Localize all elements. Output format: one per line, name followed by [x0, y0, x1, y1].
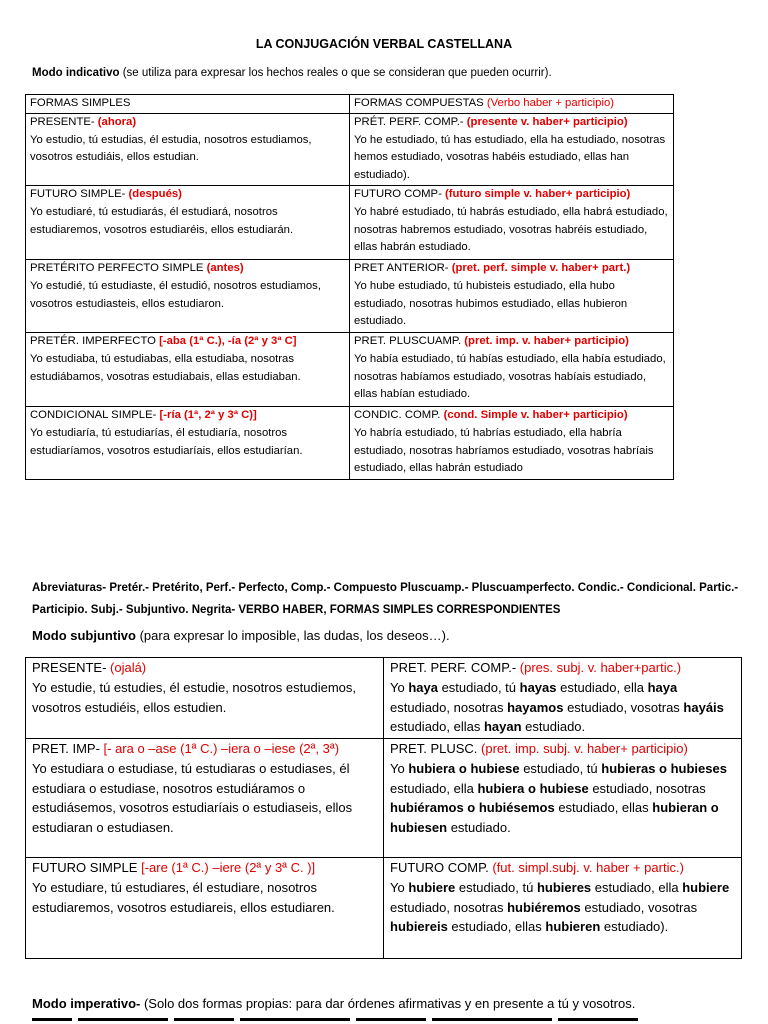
tense-name: CONDIC. COMP. [354, 408, 444, 421]
tense-name: FUTURO SIMPLE- [30, 187, 129, 200]
indicativo-intro [32, 67, 552, 79]
haber-form: hubiere [682, 879, 730, 895]
imperativo-intro [32, 996, 768, 1011]
tense-name: PRET. IMP- [32, 741, 104, 756]
conjugation-text: Yo [390, 679, 409, 695]
compound-form-cell [384, 739, 742, 858]
conjugation-text: Yo habría estudiado, tú habrías estudiado, ella habría estudiado, nosotras habríamos estudiado, vosotras habríais estudiado, ellas habrán estudiado [354, 426, 654, 475]
tense-name: FUTURO COMP- [354, 187, 445, 200]
indicativo-label: Modo indicativo [32, 67, 120, 79]
cut-off-text-line [32, 1018, 752, 1024]
haber-form: hubieren [545, 919, 601, 935]
haber-form: hubiereis [390, 919, 448, 935]
conjugation-text: Yo estudiaré, tú estudiarás, él estudiará, nosotros estudiaremos, vosotros estudiaréis, ellos estudiarán. [30, 205, 294, 236]
tense-note: (futuro simple v. haber+ participio) [445, 187, 631, 200]
header-formas-simples [26, 95, 350, 114]
conjugation-text: Yo hube estudiado, tú hubisteis estudiado, ella hubo estudiado, nosotras hubimos estudiado, ellas hubieron estudiado. [354, 279, 628, 328]
conjugation-text: estudiado, ella [390, 780, 478, 796]
imperativo-desc: (Solo dos formas propias: para dar órdenes afirmativas y en presente a tú y vosotros. [140, 996, 636, 1011]
conjugation-text: estudiado, tú [519, 760, 602, 776]
compound-form-cell [350, 332, 674, 406]
conjugation-text: estudiado, tú [437, 679, 520, 695]
tense-note: (pret. perf. simple v. haber+ part.) [451, 261, 631, 274]
tense-note: (ahora) [97, 115, 137, 128]
conjugation-text: estudiado, vosotras [563, 699, 684, 715]
header-compuesta-label: FORMAS COMPUESTAS [354, 97, 487, 109]
conjugation-text: estudiado, ella [556, 679, 648, 695]
haber-form: hubieras o hubieses [601, 760, 727, 776]
tense-note: (pret. imp. subj. v. haber+ participio) [481, 741, 688, 756]
simple-form-cell [26, 185, 350, 259]
abbreviations-note: Abreviaturas- Pretér.- Pretérito, Perf.- Perfecto, Comp.- Compuesto Pluscuamp.- Pluscuamperfecto. Condic.- Condicional. Partic.- Participio. Subj.- Subjuntivo. Negrita- VERBO HABER, FORMAS SIMPLES CORRESPONDIENTES [32, 582, 739, 616]
haber-form: hubiéremos [507, 899, 581, 915]
conjugation-text: Yo estudie, tú estudies, él estudie, nosotros estudiemos, vosotros estudiéis, ellos estudien. [32, 679, 356, 715]
conjugation-text: estudiado, nosotras [390, 899, 508, 915]
conjugation-text: estudiado. [521, 719, 586, 735]
simple-form-cell [26, 858, 384, 959]
compound-form-cell [350, 185, 674, 259]
conjugation-text: estudiado, tú [455, 879, 537, 895]
tense-name: PRET. PLUSC. [390, 741, 482, 756]
haber-form: hubiera o hubiese [477, 780, 589, 796]
tense-note: (antes) [206, 261, 244, 274]
tense-name: PRESENTE- [30, 115, 98, 128]
compound-form-cell [350, 406, 674, 479]
subjuntivo-row [26, 858, 742, 959]
header-formas-compuestas [350, 95, 674, 114]
haber-form: hubiere [408, 879, 456, 895]
compound-form-cell [350, 113, 674, 185]
subjuntivo-row [26, 658, 742, 739]
conjugation-text: Yo estudiara o estudiase, tú estudiaras o estudiases, él estudiara o estudiase, nosotros estudiáramos o estudiásemos, vosotros estudiaríais o estudiaseis, ellos estudiaran o estudiasen. [32, 760, 353, 836]
simple-form-cell [26, 332, 350, 406]
tense-note: (pres. subj. v. haber+partic.) [519, 660, 682, 675]
page-title: LA CONJUGACIÓN VERBAL CASTELLANA [255, 37, 513, 51]
tense-name: PRETÉRITO PERFECTO SIMPLE [30, 261, 207, 274]
tense-name: FUTURO COMP. [390, 860, 493, 875]
tense-name: PRET ANTERIOR- [354, 261, 452, 274]
haber-form: hayáis [683, 699, 724, 715]
compound-form-cell [350, 259, 674, 332]
subjuntivo-label: Modo subjuntivo [32, 628, 136, 643]
conjugation-text: Yo estudiaba, tú estudiabas, ella estudiaba, nosotras estudiábamos, vosotras estudiabais, ellas estudiaban. [30, 352, 301, 383]
indicativo-row [26, 259, 674, 332]
tense-note: [-ría (1ª, 2ª y 3ª C)] [159, 408, 257, 421]
conjugation-text: Yo habré estudiado, tú habrás estudiado, ella habrá estudiado, nosotras habremos estudiado, vosotras habréis estudiado, ellas habrán estudiado. [354, 205, 668, 254]
tense-name: PRET. PERF. COMP.- [390, 660, 520, 675]
subjuntivo-table [25, 657, 742, 959]
tense-note: (presente v. haber+ participio) [466, 115, 628, 128]
tense-note: [-are (1ª C.) –iere (2ª y 3ª C. )] [141, 860, 316, 875]
indicativo-header-row [26, 95, 674, 114]
subjuntivo-intro [32, 628, 450, 643]
compound-form-cell [384, 858, 742, 959]
conjugation-text: Yo estudio, tú estudias, él estudia, nosotros estudiamos, vosotros estudiáis, ellos estudian. [30, 133, 312, 164]
tense-note: (pret. imp. v. haber+ participio) [464, 334, 629, 347]
conjugation-text: estudiado, ellas [447, 919, 546, 935]
compound-form-cell [384, 658, 742, 739]
haber-form: hayas [519, 679, 557, 695]
header-simple-label: FORMAS SIMPLES [30, 97, 131, 109]
conjugation-text: estudiado. [447, 820, 511, 836]
indicativo-row [26, 113, 674, 185]
indicativo-row [26, 185, 674, 259]
simple-form-cell [26, 406, 350, 479]
tense-name: PRETÉR. IMPERFECTO [30, 334, 160, 347]
tense-note: (fut. simpl.subj. v. haber + partic.) [492, 860, 684, 875]
tense-note: [-aba (1ª C.), -ía (2ª y 3ª C] [159, 334, 297, 347]
conjugation-text: estudiado, ellas [554, 800, 653, 816]
simple-form-cell [26, 259, 350, 332]
haber-form: hubiéramos o hubiésemos [390, 800, 555, 816]
indicativo-row [26, 332, 674, 406]
tense-note: (después) [128, 187, 182, 200]
haber-form: hubiera o hubiese [408, 760, 520, 776]
indicativo-table [25, 94, 674, 480]
tense-note: [- ara o –ase (1ª C.) –iera o –iese (2ª, 3ª) [103, 741, 340, 756]
conjugation-text: Yo estudié, tú estudiaste, él estudió, nosotros estudiamos, vosotros estudiasteis, ellos estudiaron. [30, 279, 321, 310]
tense-note: (ojalá) [110, 660, 147, 675]
conjugation-text: estudiado, nosotras [588, 780, 706, 796]
simple-form-cell [26, 658, 384, 739]
conjugation-text: Yo había estudiado, tú habías estudiado, ella había estudiado, nosotras habíamos estudiado, vosotras habíais estudiado, ellas habían estudiado. [354, 352, 666, 401]
indicativo-desc: (se utiliza para expresar los hechos reales o que se consideran que pueden ocurrir). [119, 67, 552, 79]
haber-form: haya [647, 679, 678, 695]
tense-note: (cond. Simple v. haber+ participio) [443, 408, 628, 421]
haber-form: hayamos [507, 699, 564, 715]
conjugation-text: Yo [390, 760, 409, 776]
header-compuesta-note: (Verbo haber + participio) [486, 97, 615, 109]
conjugation-text: estudiado, ellas [390, 719, 484, 735]
conjugation-text: Yo estudiare, tú estudiares, él estudiare, nosotros estudiaremos, vosotros estudiareis, ellos estudiaren. [32, 879, 335, 915]
conjugation-text: estudiado, nosotras [390, 699, 508, 715]
imperativo-label: Modo imperativo- [32, 996, 141, 1011]
indicativo-row [26, 406, 674, 479]
simple-form-cell [26, 739, 384, 858]
tense-name: PRÉT. PERF. COMP.- [354, 115, 467, 128]
tense-name: PRET. PLUSCUAMP. [354, 334, 465, 347]
conjugation-text: Yo estudiaría, tú estudiarías, él estudiaría, nosotros estudiaríamos, vosotros estudiaríais, ellos estudiarían. [30, 426, 303, 457]
haber-form: hubieran o hubiesen [390, 800, 719, 836]
conjugation-text: estudiado). [600, 919, 669, 935]
conjugation-text: estudiado, vosotras [580, 899, 698, 915]
conjugation-text: Yo [390, 879, 409, 895]
subjuntivo-desc: (para expresar lo imposible, las dudas, los deseos…). [135, 628, 450, 643]
simple-form-cell [26, 113, 350, 185]
conjugation-text: Yo he estudiado, tú has estudiado, ella ha estudiado, nosotras hemos estudiado, vosotras habéis estudiado, ellas han estudiado). [354, 133, 666, 182]
tense-name: CONDICIONAL SIMPLE- [30, 408, 160, 421]
haber-form: haya [408, 679, 438, 695]
conjugation-text: estudiado, ella [591, 879, 683, 895]
subjuntivo-row [26, 739, 742, 858]
tense-name: FUTURO SIMPLE [32, 860, 142, 875]
haber-form: hubieres [536, 879, 592, 895]
tense-name: PRESENTE- [32, 660, 111, 675]
haber-form: hayan [483, 719, 522, 735]
